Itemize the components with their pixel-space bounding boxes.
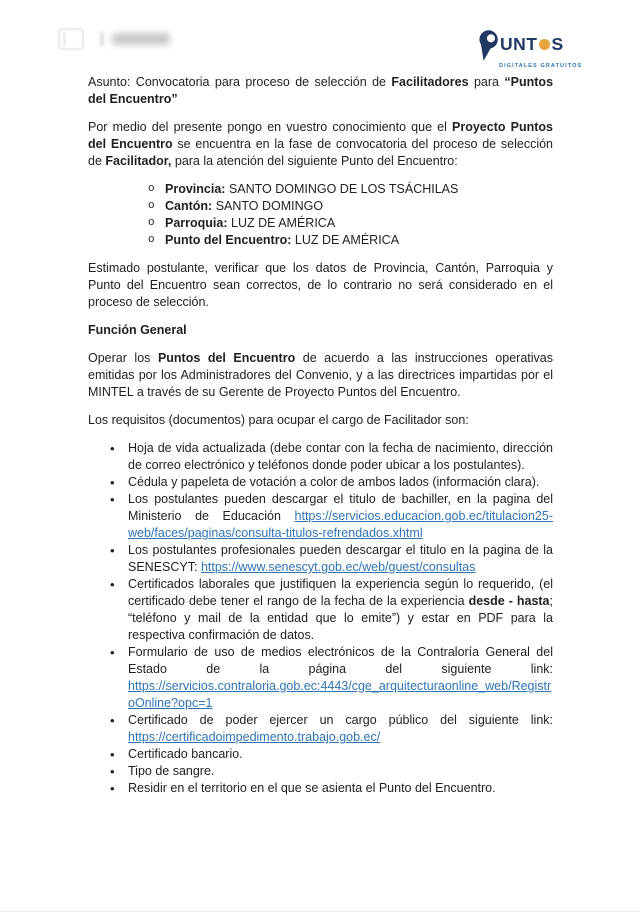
hyperlink[interactable]: https://servicios.contraloria.gob.ec:4443/cge_arquitecturaonline_web/RegistroOnline?opc=1 <box>128 679 552 710</box>
requirement-item <box>88 644 553 712</box>
text-run: para <box>468 75 505 89</box>
text-run: Los requisitos (documentos) para ocupar el cargo de Facilitador son: <box>88 413 469 427</box>
requirement-item <box>88 780 553 797</box>
requirement-item <box>88 474 553 491</box>
requirement-item <box>88 763 553 780</box>
location-detail-item: o Punto del Encuentro: LUZ DE AMÉRICA <box>88 232 553 249</box>
hyperlink[interactable]: https://certificadoimpedimento.trabajo.gob.ec/ <box>128 730 381 744</box>
paragraph <box>88 119 553 170</box>
page-panel-icon <box>58 28 84 50</box>
text-run: de acuerdo a las instrucciones operativas emitidas por los Administradores del Convenio, y a las directrices impartidas por el MINTEL a través de su Gerente de Proyecto Puntos del Encuentro. <box>88 351 553 399</box>
bold-text-run: Facilitador, <box>105 154 172 168</box>
logo-tagline: DIGITALES GRATUITOS <box>499 63 583 69</box>
section-heading: Función General <box>88 323 187 337</box>
requirement-item <box>88 746 553 763</box>
text-run: Los postulantes profesionales pueden descargar el titulo en la pagina de la SENESCYT: <box>128 543 553 574</box>
detail-label: Punto del Encuentro: <box>165 233 292 247</box>
text-run: Asunto: Convocatoria para proceso de selección de <box>88 75 392 89</box>
text-run: Certificado de poder ejercer un cargo público del siguiente link: <box>128 713 553 727</box>
bold-text-run: Proyecto Puntos del Encuentro <box>88 120 553 151</box>
paragraph <box>88 412 553 429</box>
text-run: Por medio del presente pongo en vuestro conocimiento que el <box>88 120 453 134</box>
location-detail-item: o Provincia: SANTO DOMINGO DE LOS TSÁCHILAS <box>88 181 553 198</box>
blurred-header-artifact <box>58 28 170 50</box>
text-run: Los postulantes pueden descargar el titulo de bachiller, en la pagina del Ministerio de Educación <box>128 492 553 523</box>
text-run: Residir en el territorio en el que se asienta el Punto del Encuentro. <box>128 781 496 795</box>
puntos-digitales-logo <box>476 30 582 69</box>
requirement-item <box>88 440 553 474</box>
text-run: Cédula y papeleta de votación a color de ambos lados (información clara). <box>128 475 540 489</box>
bold-text-run: Puntos del Encuentro <box>157 351 296 365</box>
hyperlink[interactable]: https://www.senescyt.gob.ec/web/guest/consultas <box>200 560 476 574</box>
location-detail-item: o Cantón: SANTO DOMINGO <box>88 198 553 215</box>
paragraph <box>88 350 553 401</box>
text-run: Certificado bancario. <box>128 747 243 761</box>
paragraph <box>88 74 553 108</box>
detail-label: Cantón: <box>165 199 213 213</box>
text-run: Tipo de sangre. <box>128 764 215 778</box>
document-body <box>88 74 553 808</box>
text-run: Estimado postulante, verificar que los datos de Provincia, Cantón, Parroquia y Punto del Encuentro sean correctos, de lo contrario no será considerado en el proceso de selección. <box>88 261 553 309</box>
bold-text-run: desde - hasta <box>468 594 550 608</box>
location-detail-item: o Parroquia: LUZ DE AMÉRICA <box>88 215 553 232</box>
location-detail-list <box>88 181 553 249</box>
requirements-list <box>88 440 553 797</box>
text-run: Formulario de uso de medios electrónicos de la Contraloría General del Estado de la página del siguiente link: <box>128 645 553 676</box>
requirement-item <box>88 542 553 576</box>
text-run: ; “teléfono y mail de la entidad que lo emite”) y estar en PDF para la respectiva confirmación de datos. <box>128 594 553 642</box>
map-pin-icon <box>476 30 500 62</box>
text-run: Operar los <box>88 351 158 365</box>
blurred-text-fragment <box>112 33 170 45</box>
blurred-text-fragment <box>100 32 104 46</box>
requirement-item <box>88 576 553 644</box>
logo-brand-suffix: S <box>551 34 564 54</box>
logo-wordmark <box>476 30 582 62</box>
text-run: para la atención del siguiente Punto del Encuentro: <box>171 154 458 168</box>
requirement-item <box>88 491 553 542</box>
text-run: Certificados laborales que justifiquen la experiencia según lo requerido, (el certificado debe tener el rango de la fecha de la experiencia <box>128 577 553 608</box>
requirement-item <box>88 712 553 746</box>
paragraph <box>88 260 553 311</box>
logo-brand-text <box>500 36 564 54</box>
text-run: Hoja de vida actualizada (debe contar con la fecha de nacimiento, dirección de correo electrónico y teléfonos donde poder ubicar a los postulantes). <box>128 441 553 472</box>
logo-o-dot-icon <box>539 39 550 50</box>
detail-label: Parroquia: <box>165 216 228 230</box>
detail-label: Provincia: <box>165 182 226 196</box>
bold-text-run: “Puntos del Encuentro” <box>88 75 554 106</box>
logo-brand-prefix: UNT <box>500 34 538 54</box>
hyperlink[interactable]: https://servicios.educacion.gob.ec/titulacion25-web/faces/paginas/consulta-titulos-refrendados.xhtml <box>128 509 553 540</box>
bold-text-run: Facilitadores <box>391 75 469 89</box>
text-run: se encuentra en la fase de convocatoria del proceso de selección de <box>88 137 553 168</box>
